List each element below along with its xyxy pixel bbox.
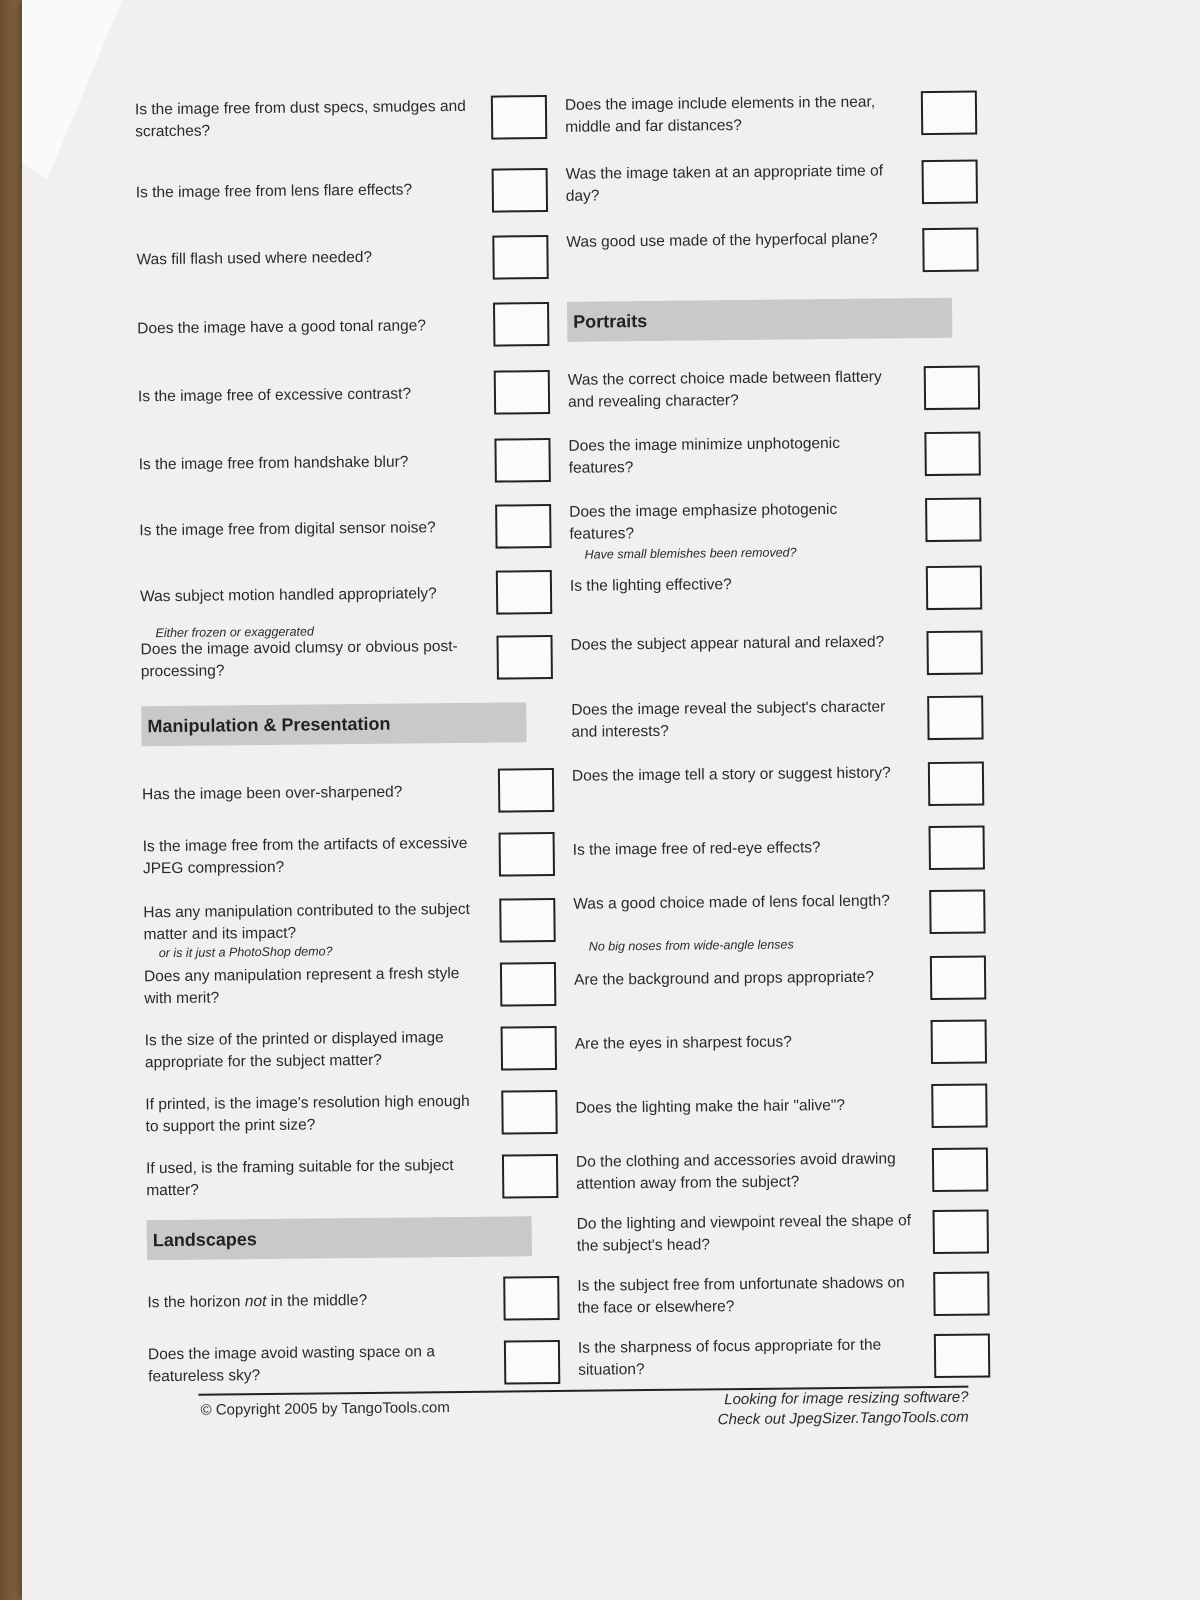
checkbox[interactable] [933, 1271, 989, 1316]
checkbox[interactable] [929, 889, 985, 934]
question-text: Is the horizon not in the middle? [147, 1291, 368, 1312]
checklist-item [564, 90, 985, 136]
checklist-item [144, 1026, 565, 1072]
question-text: Has the image been over-sharpened? [142, 783, 403, 804]
checklist-item [137, 370, 558, 406]
checkbox[interactable] [501, 1026, 557, 1071]
checklist-item [143, 898, 563, 961]
question-text: Is the image free from dust specs, smudges and scratches? [134, 97, 466, 141]
question-text: Is the size of the printed or displayed image appropriate for the subject matter? [144, 1029, 444, 1072]
checkbox[interactable] [926, 630, 982, 675]
hint-note: Either frozen or exaggerated [155, 624, 314, 641]
question-text: Do the clothing and accessories avoid drawing attention away from the subject? [575, 1150, 896, 1193]
question-text: Does the image have a good tonal range? [137, 317, 427, 338]
left-column [135, 80, 569, 1464]
checklist-content [115, 76, 990, 1485]
question-text: Does any manipulation represent a fresh style with merit? [143, 964, 460, 1008]
question-text: Is the lighting effective? [569, 576, 732, 595]
checklist-item [139, 570, 560, 641]
question-text: If used, is the framing suitable for the subject matter? [145, 1157, 454, 1200]
question-text: Does the image reveal the subject's character and interests? [571, 698, 886, 741]
question-text: Are the eyes in sharpest focus? [574, 1033, 792, 1053]
hint-note: Have small blemishes been removed? [584, 545, 797, 562]
checkbox[interactable] [500, 962, 556, 1007]
question-text: Does the subject appear natural and relaxed? [570, 633, 885, 654]
checklist-item [576, 1209, 997, 1255]
checklist-item [142, 768, 562, 804]
checklist-item [136, 235, 556, 269]
checkbox[interactable] [494, 438, 550, 483]
checklist-item [574, 1019, 995, 1053]
question-text: Does the image emphasize photogenic features? [569, 500, 838, 543]
checkbox[interactable] [922, 160, 978, 205]
checklist-item [145, 1154, 566, 1200]
question-text: If printed, is the image's resolution high enough to support the print size? [145, 1092, 470, 1136]
checkbox[interactable] [496, 635, 552, 680]
ad-line: Looking for image resizing software? [724, 1388, 969, 1409]
checkbox[interactable] [924, 365, 980, 410]
checkbox[interactable] [933, 1209, 989, 1254]
checkbox[interactable] [503, 1276, 559, 1321]
question-text: Does the image include elements in the near, middle and far distances? [564, 93, 876, 136]
checklist-item [147, 1340, 568, 1386]
checklist-item [138, 438, 558, 474]
software-ad [717, 1388, 968, 1431]
question-text: Was the correct choice made between flattery and revealing character? [567, 368, 882, 411]
checklist-item [571, 761, 992, 785]
checklist-item [147, 1276, 567, 1312]
section-heading-landscapes: Landscapes [147, 1216, 532, 1260]
checklist-item [571, 695, 991, 741]
checkbox[interactable] [929, 825, 985, 870]
checklist-item [569, 565, 990, 595]
checkbox[interactable] [495, 504, 551, 549]
checklist-item [575, 1147, 996, 1193]
checkbox[interactable] [922, 228, 978, 273]
question-text: Has any manipulation contributed to the subject matter and its impact? [143, 900, 471, 944]
question-text: Is the image free from digital sensor noise? [139, 519, 436, 540]
question-text: Does the lighting make the hair "alive"? [575, 1096, 846, 1117]
checkbox[interactable] [928, 761, 984, 806]
checkbox[interactable] [496, 570, 552, 615]
checkbox[interactable] [921, 91, 977, 136]
checklist-item [575, 1083, 995, 1117]
checkbox[interactable] [926, 565, 982, 610]
checklist-page [22, 0, 1200, 1600]
checkbox[interactable] [931, 1083, 987, 1128]
checkbox[interactable] [924, 431, 980, 476]
question-text: Are the background and props appropriate? [574, 968, 875, 989]
checkbox[interactable] [932, 1147, 988, 1192]
checklist-item [577, 1271, 997, 1317]
question-text: Was fill flash used where needed? [136, 248, 373, 269]
page-curl [22, 0, 122, 180]
checklist-item [143, 962, 564, 1008]
checkbox[interactable] [501, 1090, 557, 1135]
question-text: Do the lighting and viewpoint reveal the shape of the subject's head? [576, 1212, 912, 1255]
checkbox[interactable] [925, 497, 981, 542]
question-text: Does the image tell a story or suggest history? [571, 764, 891, 785]
checkbox[interactable] [494, 370, 550, 415]
checklist-item [573, 889, 993, 954]
checklist-item [574, 955, 994, 989]
checklist-item [568, 431, 988, 477]
question-text: Was subject motion handled appropriately? [139, 585, 437, 606]
question-text: Is the image free from the artifacts of excessive JPEG compression? [142, 834, 468, 878]
section-heading-manipulation: Manipulation & Presentation [141, 702, 526, 746]
checklist-item [567, 365, 988, 411]
checklist-item [137, 302, 557, 338]
checklist-item [142, 832, 563, 878]
checkbox[interactable] [492, 168, 548, 213]
question-text: Does the image avoid clumsy or obvious post-processing? [140, 637, 458, 681]
question-text: Is the image free from handshake blur? [138, 453, 409, 474]
question-text: Does the image avoid wasting space on a featureless sky? [147, 1343, 436, 1386]
question-text: Does the image minimize unphotogenic features? [568, 434, 840, 477]
checklist-item [572, 825, 993, 859]
question-text: Was a good choice made of lens focal length? [573, 892, 890, 913]
checklist-item [565, 159, 986, 205]
question-text: Is the image free of excessive contrast? [137, 385, 412, 406]
checklist-item [145, 1090, 565, 1136]
hint-note: or is it just a PhotoShop demo? [158, 944, 333, 961]
right-column [565, 75, 999, 1459]
checkbox[interactable] [927, 695, 983, 740]
checkbox[interactable] [504, 1340, 560, 1385]
checklist-item [135, 168, 556, 202]
checkbox[interactable] [499, 898, 555, 943]
checkbox[interactable] [498, 768, 554, 813]
checkbox[interactable] [931, 1019, 987, 1064]
checkbox[interactable] [492, 235, 548, 280]
question-text: Is the image free from lens flare effects? [135, 181, 413, 202]
section-heading-portraits: Portraits [567, 298, 952, 342]
checkbox[interactable] [934, 1333, 990, 1378]
checklist-item [577, 1333, 998, 1379]
checklist-item [566, 227, 986, 251]
question-text: Is the image free of red-eye effects? [572, 839, 821, 859]
question-text: Is the subject free from unfortunate shadows on the face or elsewhere? [577, 1274, 905, 1317]
checkbox[interactable] [499, 832, 555, 877]
checkbox[interactable] [491, 95, 547, 140]
checkbox[interactable] [502, 1154, 558, 1199]
copyright-notice: © Copyright 2005 by TangoTools.com [200, 1399, 450, 1419]
checklist-item [569, 497, 989, 562]
question-text: Was good use made of the hyperfocal plane? [566, 230, 878, 251]
checklist-item [139, 504, 559, 540]
ad-link: Check out JpegSizer.TangoTools.com [717, 1408, 969, 1429]
checkbox[interactable] [930, 955, 986, 1000]
checklist-item [570, 630, 990, 654]
question-text: Is the sharpness of focus appropriate for the situation? [577, 1336, 882, 1379]
checkbox[interactable] [493, 302, 549, 347]
hint-note: No big noses from wide-angle lenses [588, 937, 794, 954]
question-text: Was the image taken at an appropriate time of day? [565, 162, 884, 205]
checklist-item [134, 95, 555, 141]
